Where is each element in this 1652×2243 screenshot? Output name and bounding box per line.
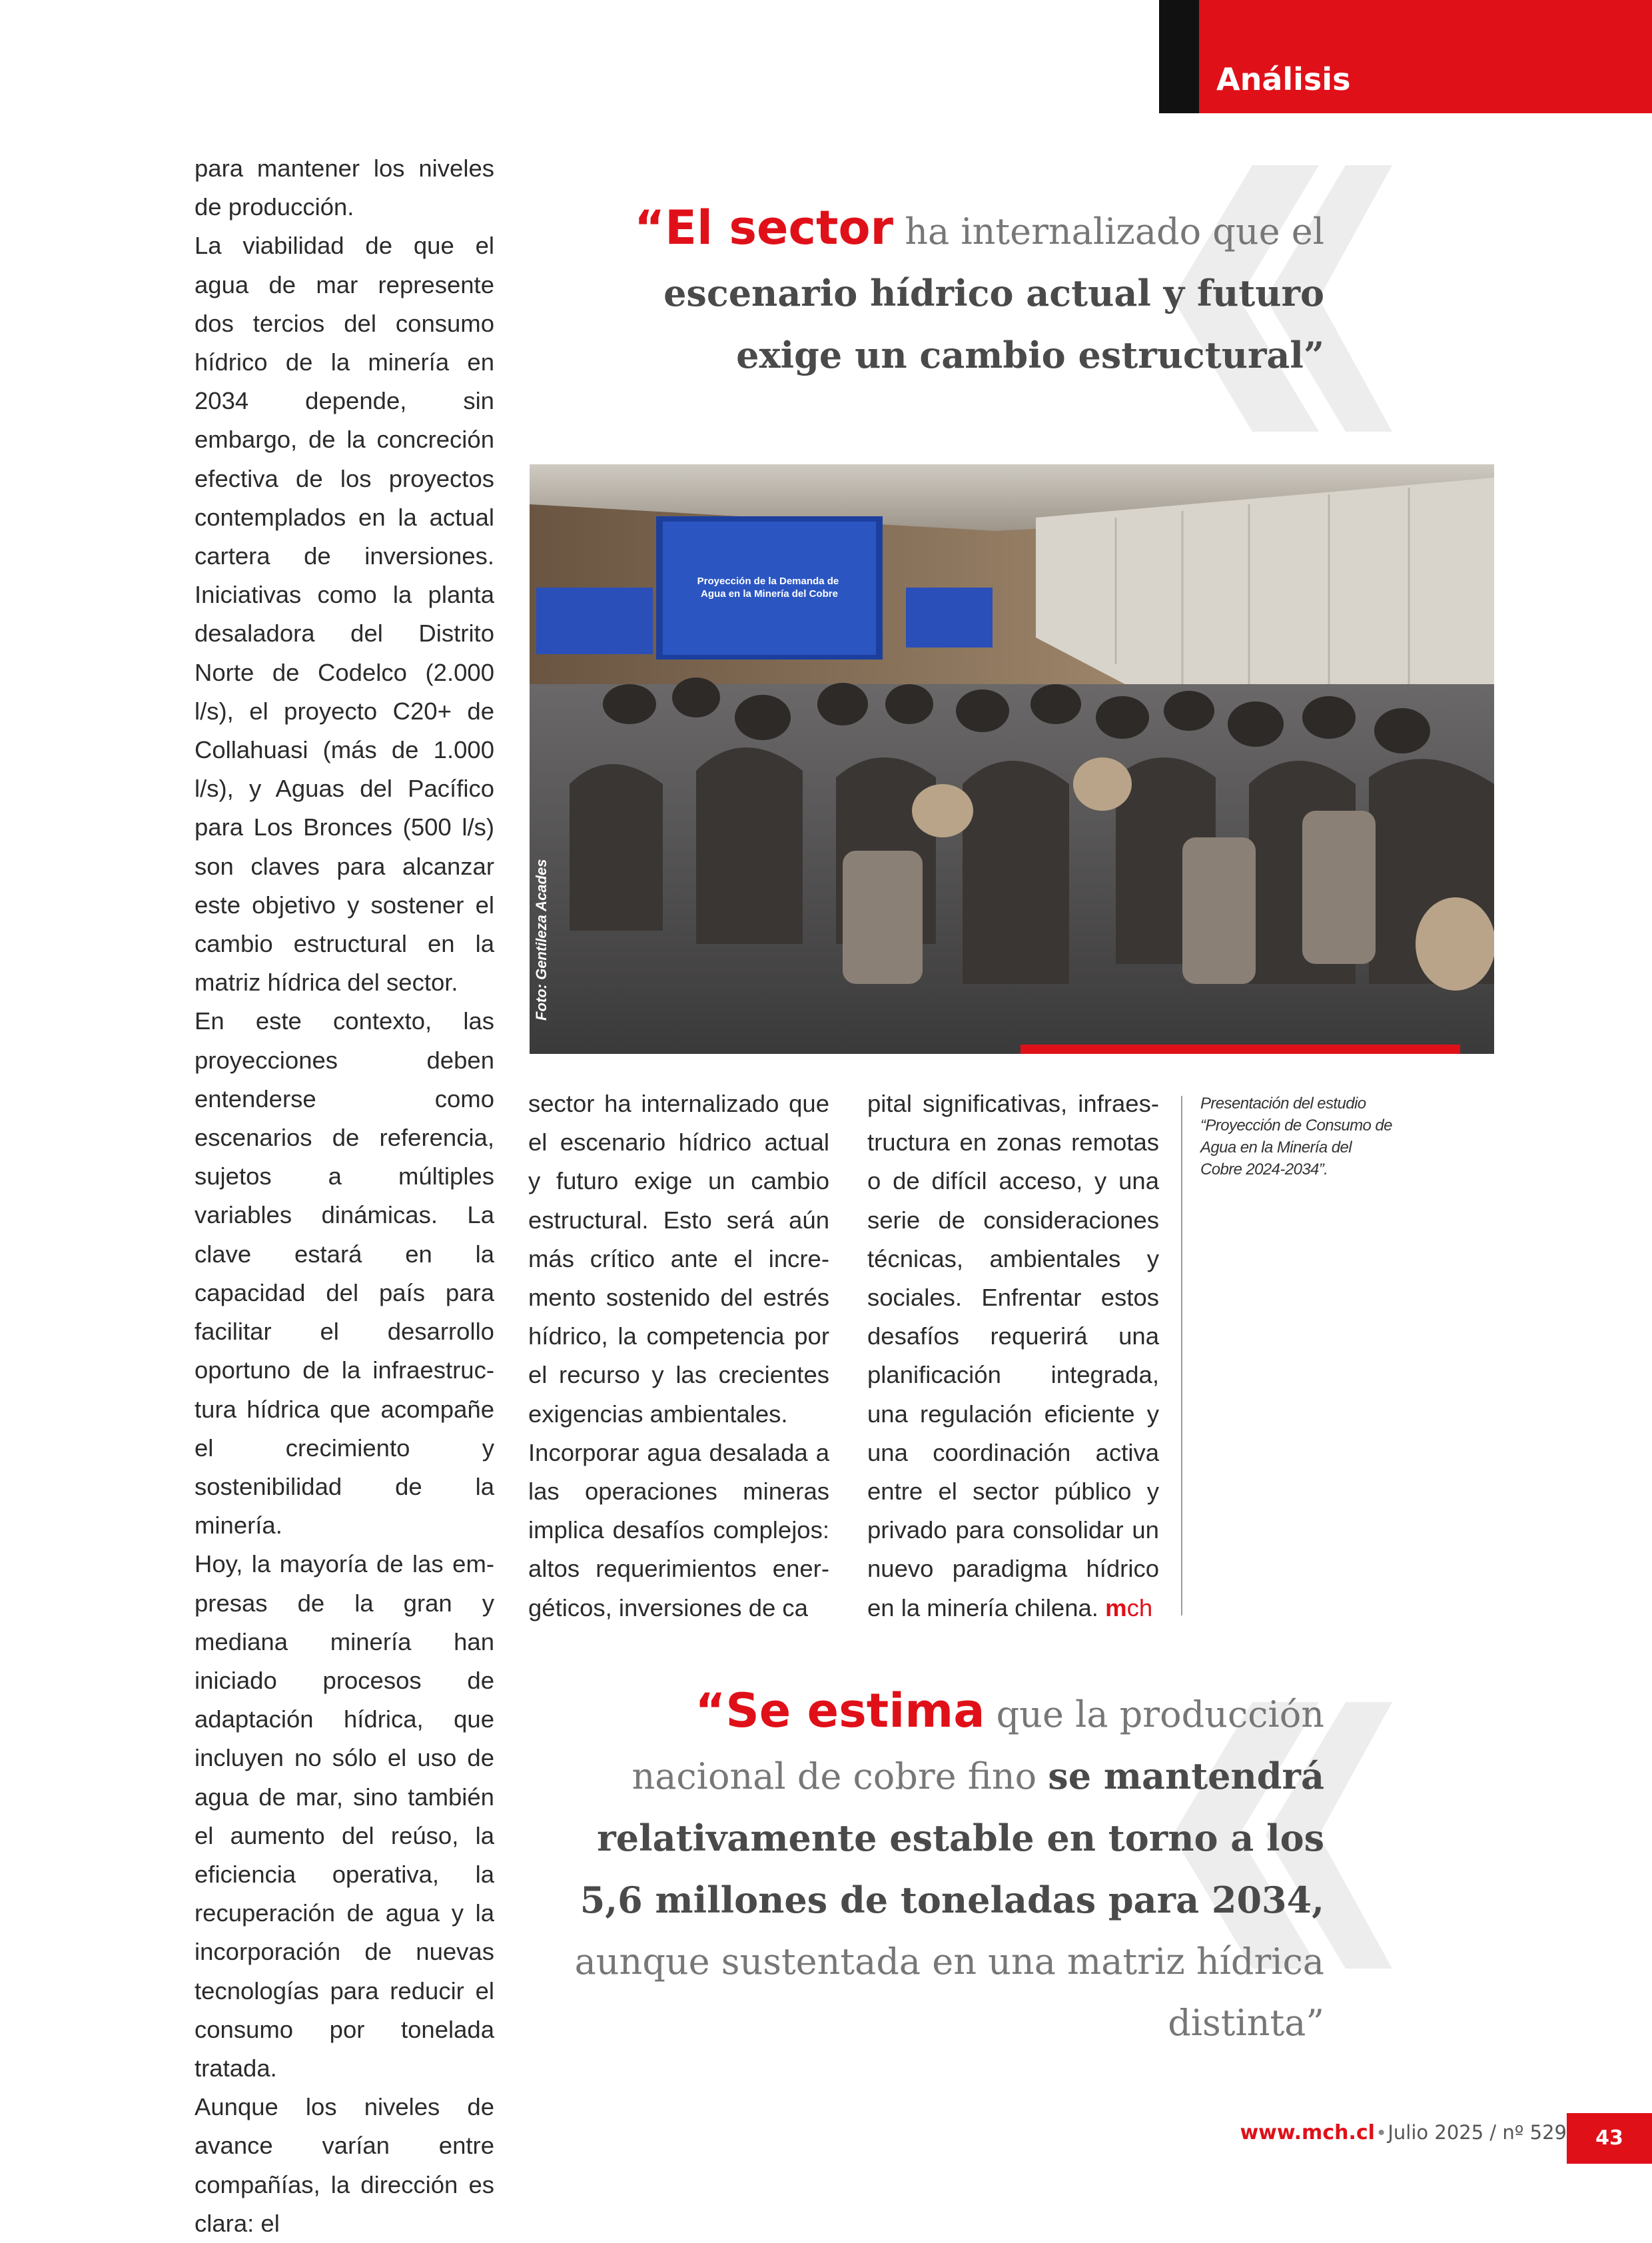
pull-quote-2 bbox=[546, 1680, 1324, 2054]
body-column-3 bbox=[867, 1085, 1159, 1627]
pull-quote-lead: “El sector bbox=[634, 201, 894, 255]
paragraph: Incorporar agua desalada a las operaciones mineras implica desafíos complejos: altos requerimientos energéticos, inversiones de ca bbox=[528, 1438, 829, 1621]
section-title: Análisis bbox=[1216, 61, 1351, 97]
signoff-ch: ch bbox=[1126, 1593, 1153, 1621]
mch-signoff-logo bbox=[1105, 1594, 1152, 1621]
body-column-2 bbox=[528, 1085, 829, 1627]
pull-quote-lead: “Se estima bbox=[695, 1683, 985, 1738]
pull-quote-text: ha internalizado que el bbox=[905, 211, 1324, 252]
footer-issue: Julio 2025 / nº 529 bbox=[1388, 2121, 1567, 2144]
conference-photo bbox=[530, 464, 1494, 1054]
photo-illustration bbox=[530, 464, 1494, 1054]
signoff-m: m bbox=[1105, 1593, 1127, 1621]
footer-separator: • bbox=[1378, 2122, 1385, 2144]
photo-accent-bar bbox=[1021, 1045, 1460, 1054]
paragraph: para mantener los niveles de producción. bbox=[195, 155, 494, 221]
pull-quote-text: que la producción nacional de cobre fino bbox=[631, 1693, 1324, 1797]
caption-divider bbox=[1181, 1096, 1182, 1615]
screen-title: Proyección de la Demanda de Agua en la Minería del Cobre bbox=[697, 576, 839, 600]
page-number: 43 bbox=[1595, 2126, 1623, 2150]
photo-caption: Presentación del estudio “Proyección de Consumo de Agua en la Minería del Cobre 2024-2034”. bbox=[1200, 1095, 1392, 1178]
page-footer bbox=[1132, 2121, 1567, 2161]
footer-site-link[interactable]: www.mch.cl bbox=[1240, 2121, 1375, 2144]
section-tab-edge bbox=[1159, 0, 1199, 113]
pull-quote-1 bbox=[546, 197, 1324, 386]
paragraph: sector ha internalizado que el escenario hídrico actual y futuro exige un cambio estructural. Esto será aún más crítico ante el incremento sostenido del estrés hídrico, la competencia por el recurso y las crecientes exigencias ambientales. bbox=[528, 1090, 829, 1428]
pull-quote-emphasis: escenario hídrico actual y futuro exige un cambio estructural” bbox=[663, 272, 1324, 376]
paragraph: Hoy, la mayoría de las empresas de la gran y mediana minería han iniciado procesos de adaptación hídrica, que incluyen no sólo el uso de agua de mar, sino también el aumento del reúso, la eficiencia operativa, la recuperación de agua y la incorporación de nuevas tecnologías para reducir el consumo por tonelada tratada. bbox=[195, 1550, 494, 2082]
paragraph: Aunque los niveles de avance varían entre compañías, la dirección es clara: el bbox=[195, 2093, 494, 2237]
pull-quote-emphasis: se mantendrá relativamente estable en torno a los 5,6 millones de toneladas para 2034, bbox=[580, 1755, 1324, 1921]
photo-credit: Foto: Gentileza Acades bbox=[533, 859, 550, 1021]
paragraph: En este contexto, las proyecciones deben entenderse como escenarios de referencia, sujetos a múltiples variables dinámicas. La clave estará en la capacidad del país para facilitar el desarrollo oportuno de la infraestructura hídrica que acompañe el crecimiento y sostenibilidad de la minería. bbox=[195, 1007, 494, 1540]
page-number-box bbox=[1567, 2113, 1652, 2164]
section-tab bbox=[1199, 0, 1652, 113]
paragraph: La viabilidad de que el agua de mar represente dos tercios del consumo hídrico de la minería en 2034 depende, sin embargo, de la concreción efectiva de los proyectos contemplados en la actual cartera de inversiones. Iniciativas como la planta desaladora del Distrito Norte de Codelco (2.000 l/s), el proyecto C20+ de Collahuasi (más de 1.000 l/s), y Aguas del Pacífico para Los Bronces (500 l/s) son claves para alcanzar este objetivo y sostener el cambio estructural en la matriz hídrica del sector. bbox=[195, 232, 494, 997]
paragraph bbox=[867, 1085, 1159, 1627]
pull-quote-text: aunque sustentada en una matriz hídrica distinta” bbox=[574, 1941, 1324, 2044]
paragraph-text: pital significativas, infraestructura en zonas remotas o de difícil acceso, y una serie de consideraciones técnicas, ambientales y sociales. Enfrentar estos desafíos requerirá una planificación integrada, una regulación eficiente y una coordinación activa entre el sector público y privado para consolidar un nuevo paradigma hídrico en la minería chilena. bbox=[867, 1090, 1159, 1621]
body-column-1 bbox=[195, 149, 494, 2243]
